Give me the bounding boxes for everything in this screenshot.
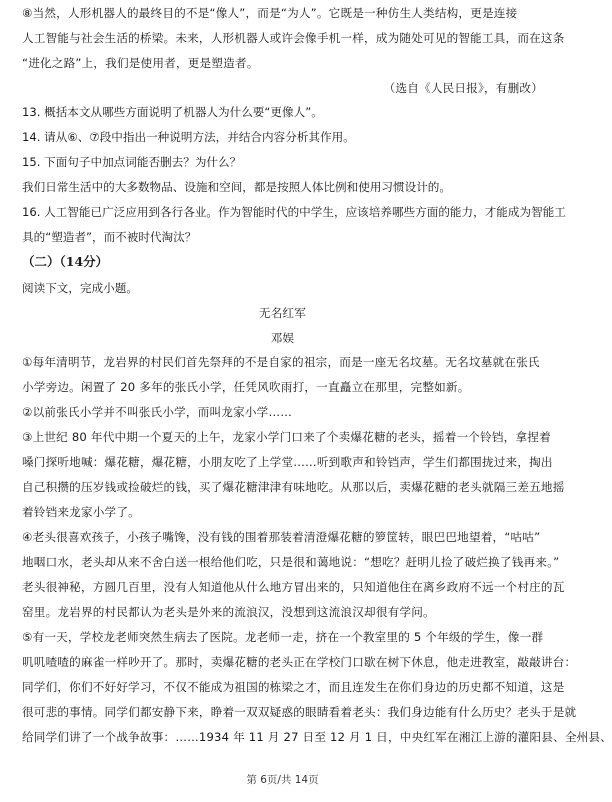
passage1-line: “进化之路”上，我们是使用者，更是塑造者。 [22,56,259,70]
article-title: 无名红军 [258,306,307,320]
passage2-line: ①每年清明节，龙岩界的村民们首先祭拜的不是自家的祖宗，而是一座无名坟墓。无名坟墓就在张氏 [22,355,540,369]
passage2-line: 自己积攒的压岁钱或捡破烂的钱，买了爆花糖津津有味地吃。从那以后，卖爆花糖的老头就隔三差五地摇 [22,480,565,494]
section-heading: （二）（14分） [22,254,109,269]
article-author: 邓娱 [270,331,295,345]
question-15-sentence: 我们日常生活中的大多数物品、设施和空间，都是按照人体比例和使用习惯设计的。 [22,180,451,194]
passage2-line: 地咽口水，老头却从来不舍白送一根给他们吃，只是很和蔼地说：“想吃？赶明儿捡了破烂换了钱再来。” [22,555,560,569]
passage2-line: ②以前张氏小学并不叫张氏小学，而叫龙家小学…… [22,405,293,419]
question-14: 14. 请从⑥、⑦段中指出一种说明方法，并结合内容分析其作用。 [22,130,355,144]
passage2-line: 窑里。龙岩界的村民都认为老头是外来的流浪汉，没想到这流浪汉却很有学问。 [22,605,435,619]
question-16: 16. 人工智能已广泛应用到各行各业。作为智能时代的中学生，应该培养哪些方面的能力，才能成为智能工 [22,205,566,219]
page-number: 第 6页/共 14页 [246,774,319,786]
instruction: 阅读下文，完成小题。 [22,281,138,295]
passage2-line: ④老头很喜欢孩子，小孩子嘴馋，没有钱的围着那装着清澄爆花糖的箩筐转，眼巴巴地望着，“咕咕” [22,530,541,544]
passage2-line: 小学旁边。闲置了 20 多年的张氏小学，任凭风吹雨打，一直矗立在那里，完整如新。 [22,380,470,394]
passage2-line: 很可悲的事情。同学们都安静下来，睁着一双双疑惑的眼睛看着老头：我们身边能有什么历史？老头于是就 [22,705,577,719]
passage2-line: 着铃铛来龙家小学了。 [22,505,140,519]
passage2-line: 给同学们讲了一个战争故事：……1934 年 11 月 27 日至 12 月 1 日，中央红军在湘江上游的灌阳县、全州县、 [22,730,612,744]
passage2-line: 同学们，你们不好好学习，不仅不能成为祖国的栋梁之才，而且连发生在你们身边的历史都不知道，这是 [22,680,565,694]
passage2-line: 嗓门探听地喊：爆花糖，爆花糖，小朋友吃了上学堂……听到歌声和铃铛声，学生们都围拢过来，掏出 [22,455,553,469]
passage2-line: 老头很神秘，方圆几百里，没有人知道他从什么地方冒出来的，只知道他住在离乡政府不远一个村庄的瓦 [22,580,565,594]
question-16-cont: 具的“塑造者”，而不被时代淘汰？ [22,230,197,244]
passage1-line: 人工智能与社会生活的桥梁。未来，人形机器人或许会像手机一样，成为随处可见的智能工具，而在这条 [22,31,565,45]
passage2-line: 叽叽喳喳的麻雀一样吵开了。那时，卖爆花糖的老头正在学校门口歇在树下休息，他走进教室，敲敲讲台： [22,655,577,669]
question-13: 13. 概括本文从哪些方面说明了机器人为什么要“更像人”。 [22,105,323,119]
passage2-line: ⑤有一天，学校龙老师突然生病去了医院。龙老师一走，挤在一个教室里的 5 个年级的学生，像一群 [22,630,544,644]
passage2-line: ③上世纪 80 年代中期一个夏天的上午，龙家小学门口来了个卖爆花糖的老头，摇着一个铃铛，拿捏着 [22,430,551,444]
passage1-line: ⑧当然，人形机器人的最终目的不是“像人”，而是“为人”。它既是一种仿生人类结构，更是连接 [22,6,518,20]
source-citation: （选自《人民日报》，有删改） [383,81,543,95]
question-15: 15. 下面句子中加点词能否删去？为什么？ [22,155,242,169]
